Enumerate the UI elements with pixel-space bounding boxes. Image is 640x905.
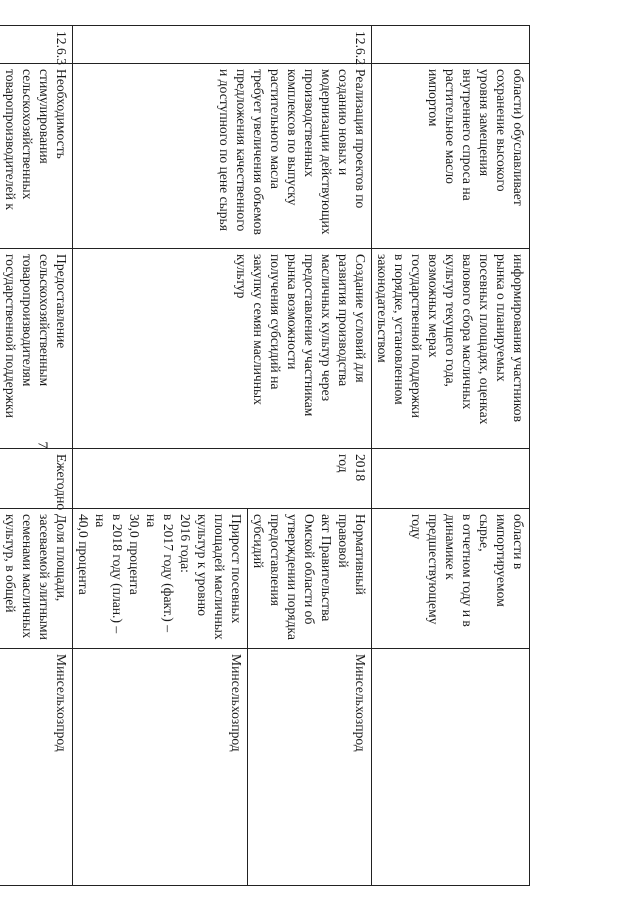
measure-cell: информирования участников рынка о планируемых посевных площадях, оценках валового сбора масличных культур текущего года, возможных мерах государственной поддержки в порядке, установленном законодательством	[372, 249, 530, 449]
measure-cell: Предоставление сельскохозяйственным товаропроизводителям государственной поддержки	[0, 249, 73, 449]
term-cell	[372, 449, 530, 509]
row-number-cell	[372, 26, 530, 64]
indicator-cell: Прирост посевных площадей масличных культур к уровню 2016 года: в 2017 году (факт.) – на 30,0 процента в 2018 году (план.) – на 40,0 процента	[73, 509, 248, 649]
measure-cell: Создание условий для развития производства масличных культур через предоставление участникам рынка возможности получения субсидий на закупку семян масличных культур	[73, 249, 372, 449]
table-row	[248, 26, 372, 886]
problem-cell: Необходимость стимулирования сельскохозяйственных товаропроизводителей к	[0, 64, 73, 249]
table-row	[372, 26, 530, 886]
row-number-cell: 12.6.2	[73, 26, 372, 64]
row-number-cell: 12.6.3	[0, 26, 73, 64]
term-cell: 2018 год	[73, 449, 372, 509]
indicator-cell: Нормативный правовой акт Правительства Омской области об утверждении порядка предоставления субсидий	[248, 509, 372, 649]
executor-cell	[372, 649, 530, 886]
executor-cell: Минсельхозпрод	[248, 649, 372, 886]
executor-cell: Минсельхозпрод	[0, 649, 73, 886]
page-number: 7	[34, 441, 50, 449]
term-cell: Ежегодно	[0, 449, 73, 509]
executor-cell: Минсельхозпрод	[73, 649, 248, 886]
indicator-cell: области в импортируемом сырье, в отчетном году и в динамике к предшествующему году	[372, 509, 530, 649]
document-table-rotated	[3, 25, 530, 885]
problem-cell: Реализация проектов по созданию новых и модернизации действующих производственных комплексов по выпуску растительного масла требует увеличения объемов предложения качественного и доступного по цене сырья	[73, 64, 372, 249]
table-row	[0, 26, 73, 886]
indicator-cell: Доля площади, засеваемой элитными семенами масличных культур, в общей	[0, 509, 73, 649]
measures-table	[0, 25, 530, 886]
problem-cell: области) обуславливает сохранение высокого уровня замещения внутреннего спроса на растительное масло импортом	[372, 64, 530, 249]
